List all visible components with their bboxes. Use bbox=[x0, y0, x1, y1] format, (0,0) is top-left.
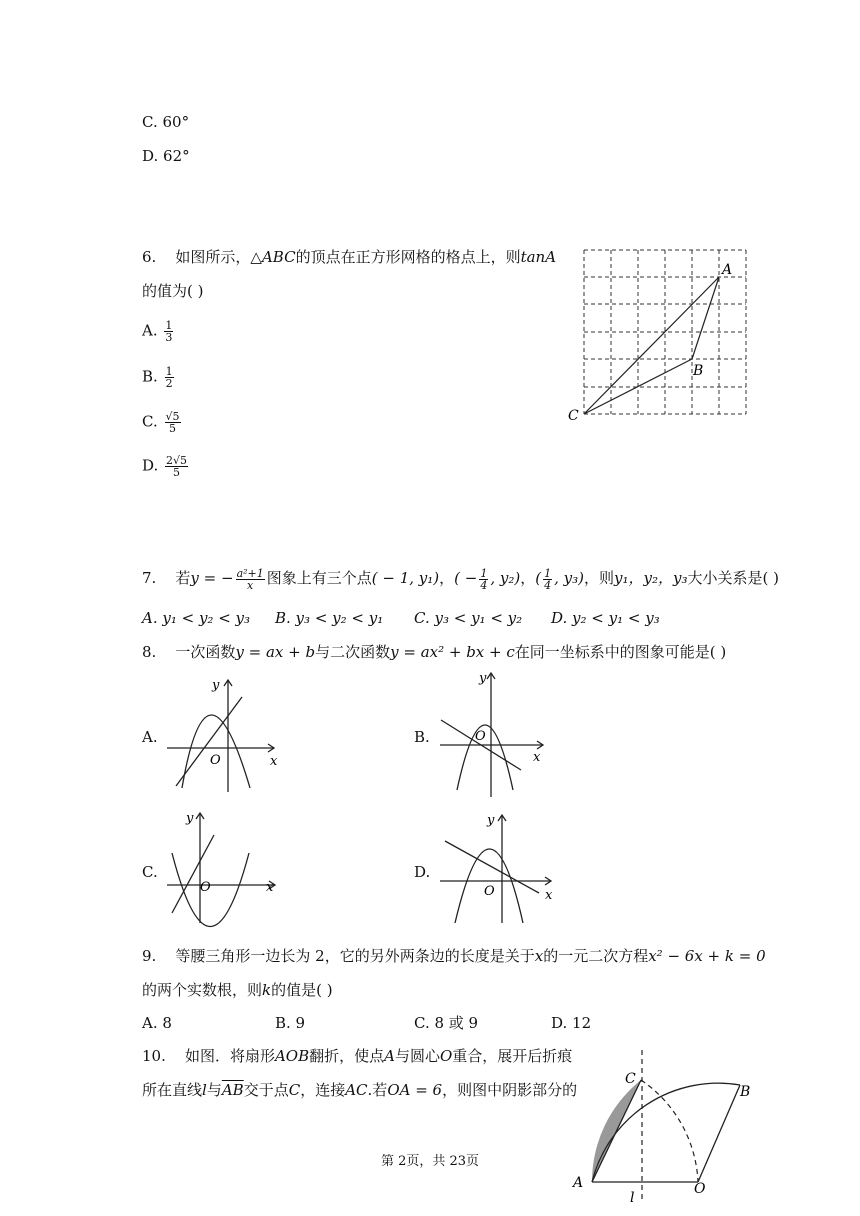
q6-math-abc: ABC bbox=[261, 248, 296, 266]
q10-label-l: l bbox=[630, 1190, 635, 1206]
q10-number: 10. bbox=[142, 1047, 166, 1065]
q6-label-a: A bbox=[722, 262, 733, 278]
q8c-axis-x: x bbox=[266, 880, 274, 895]
q10-line2-c: 交于点 bbox=[243, 1081, 289, 1099]
q6-option-d bbox=[142, 455, 190, 478]
q8d-origin: O bbox=[484, 884, 495, 899]
q9-text-b: 的一元二次方程 bbox=[543, 947, 649, 965]
q8-graph-c bbox=[162, 805, 292, 925]
q7-text-b: 图象上有三个点 bbox=[266, 569, 372, 587]
q8b-axis-y: y bbox=[479, 671, 487, 686]
q5-option-c: C. 60° bbox=[142, 113, 190, 131]
q6-option-b bbox=[142, 366, 176, 389]
q6-option-b-label: B. bbox=[142, 367, 158, 386]
q10-text-c: 与圆心 bbox=[394, 1047, 440, 1065]
q10-math-ac: AC bbox=[345, 1081, 368, 1099]
q7-point-1: ( − 1, y₁) bbox=[371, 569, 440, 587]
q8-stem bbox=[142, 642, 726, 662]
q8-graph-b bbox=[435, 665, 565, 800]
q8-text-a: 一次函数 bbox=[175, 643, 236, 661]
q6-option-d-label: D. bbox=[142, 456, 159, 475]
q6-option-b-fraction: $\frac{1}{2}$ bbox=[165, 365, 173, 390]
q9-option-a: A. 8 bbox=[142, 1014, 172, 1032]
q10-label-b: B bbox=[740, 1084, 751, 1100]
q8b-origin: O bbox=[475, 729, 486, 744]
q6-option-c bbox=[142, 411, 183, 434]
q10-line2-e: .若 bbox=[367, 1081, 388, 1099]
q9-math-k: k bbox=[262, 981, 272, 999]
q6-label-b: B bbox=[693, 363, 704, 379]
q10-text-a: 如图．将扇形 bbox=[184, 1047, 275, 1065]
q10-line2-d: ，连接 bbox=[300, 1081, 346, 1099]
q7-text-a: 若 bbox=[175, 569, 191, 587]
q9-math-x: x bbox=[534, 947, 544, 965]
q7-point-3: ( $\frac{1}{4}$ , y₃) bbox=[535, 566, 585, 592]
q7-text-c: ，则 bbox=[584, 569, 615, 587]
q6-option-d-fraction: $\frac{2√5}{5}$ bbox=[166, 454, 188, 479]
q5-option-d: D. 62° bbox=[142, 147, 190, 165]
q8-option-b: B. bbox=[414, 728, 430, 746]
q6-stem-line2: 的值为( ) bbox=[142, 282, 204, 300]
q8-math-quadratic: y = ax² + bx + c bbox=[390, 643, 515, 661]
q10-stem-line1 bbox=[142, 1046, 572, 1066]
q8b-axis-x: x bbox=[533, 750, 541, 765]
q8-graph-a bbox=[162, 672, 292, 797]
q6-grid-figure bbox=[565, 245, 755, 425]
q8c-axis-y: y bbox=[186, 811, 194, 826]
q10-line2-f: ，则图中阴影部分的 bbox=[442, 1081, 578, 1099]
q10-math-o: O bbox=[439, 1047, 453, 1065]
q6-option-c-fraction: $\frac{√5}{5}$ bbox=[165, 410, 180, 435]
q10-math-a: A bbox=[384, 1047, 395, 1065]
q8d-axis-y: y bbox=[487, 813, 495, 828]
q10-line2-b: 与 bbox=[206, 1081, 222, 1099]
q9-option-b: B. 9 bbox=[275, 1014, 306, 1032]
q10-text-b: 翻折，使点 bbox=[309, 1047, 385, 1065]
q7-vars: y₁，y₂，y₃ bbox=[614, 569, 688, 587]
q8-option-c: C. bbox=[142, 863, 158, 881]
q8-text-b: 与二次函数 bbox=[315, 643, 391, 661]
q10-text-d: 重合，展开后折痕 bbox=[452, 1047, 573, 1065]
q8c-origin: O bbox=[200, 880, 211, 895]
q8-option-d: D. bbox=[414, 863, 431, 881]
q10-math-oa: OA = 6 bbox=[387, 1081, 443, 1099]
q7-math-y: y = − bbox=[190, 569, 234, 587]
q10-label-c: C bbox=[625, 1071, 636, 1087]
q9-option-c: C. 8 或 9 bbox=[414, 1014, 479, 1032]
q10-label-o: O bbox=[694, 1181, 706, 1197]
q6-text-b: 的顶点在正方形网格的格点上，则 bbox=[295, 248, 521, 266]
q10-stem-line2 bbox=[142, 1080, 577, 1100]
q7-sep-2: ， bbox=[520, 569, 536, 587]
page-footer: 第 2页，共 23页 bbox=[380, 1154, 480, 1169]
q6-text-a: 如图所示，△ bbox=[175, 248, 262, 266]
q9-stem-line2 bbox=[142, 980, 333, 1000]
q6-option-a bbox=[142, 320, 175, 343]
q8d-axis-x: x bbox=[545, 888, 553, 903]
q7-option-c: C. y₃ < y₁ < y₂ bbox=[414, 609, 523, 627]
q7-option-a: A. y₁ < y₂ < y₃ bbox=[142, 609, 251, 627]
q8-number: 8. bbox=[142, 643, 157, 661]
q6-label-c: C bbox=[568, 408, 579, 424]
q7-option-b: B. y₃ < y₂ < y₁ bbox=[275, 609, 384, 627]
q10-sector-figure bbox=[570, 1045, 760, 1205]
q6-option-a-label: A. bbox=[142, 321, 158, 340]
q10-label-a: A bbox=[573, 1175, 584, 1191]
q6-option-c-label: C. bbox=[142, 412, 158, 431]
q9-text-a: 等腰三角形一边长为 2，它的另外两条边的长度是关于 bbox=[175, 947, 535, 965]
q9-stem-line1 bbox=[142, 946, 766, 966]
q9-number: 9. bbox=[142, 947, 157, 965]
q8-option-a: A. bbox=[142, 728, 158, 746]
q7-fraction: $\frac{\text{a²+1}}{x}$ bbox=[236, 566, 264, 592]
q9-line2-b: 的值是( ) bbox=[271, 981, 333, 999]
q6-math-tan: tanA bbox=[520, 248, 557, 266]
q7-number: 7. bbox=[142, 569, 157, 587]
q7-point-2: ( − $\frac{1}{4}$ , y₂) bbox=[454, 566, 521, 592]
q8a-origin: O bbox=[210, 753, 221, 768]
q7-stem bbox=[142, 566, 779, 591]
q10-line2-a: 所在直线 bbox=[142, 1081, 203, 1099]
q10-math-arc-ab: $\overline{AB}$ bbox=[221, 1081, 244, 1099]
q8a-axis-x: x bbox=[270, 754, 278, 769]
q6-option-a-fraction: $\frac{1}{3}$ bbox=[165, 319, 173, 344]
q8-text-c: 在同一坐标系中的图象可能是( ) bbox=[514, 643, 727, 661]
q8-graph-d bbox=[435, 807, 565, 927]
q7-text-d: 大小关系是( ) bbox=[687, 569, 779, 587]
q9-option-d: D. 12 bbox=[551, 1014, 592, 1032]
q10-math-aob: AOB bbox=[274, 1047, 310, 1065]
q7-sep-1: ， bbox=[439, 569, 455, 587]
q9-line2-a: 的两个实数根，则 bbox=[142, 981, 263, 999]
q8-math-linear: y = ax + b bbox=[235, 643, 316, 661]
q6-number: 6. bbox=[142, 248, 157, 266]
q8a-axis-y: y bbox=[212, 678, 220, 693]
q9-math-equation: x² − 6x + k = 0 bbox=[648, 947, 766, 965]
q7-option-d: D. y₂ < y₁ < y₃ bbox=[551, 609, 660, 627]
q10-math-c: C bbox=[288, 1081, 301, 1099]
q10-math-l: l bbox=[202, 1081, 207, 1099]
q6-stem-line1 bbox=[142, 247, 556, 267]
